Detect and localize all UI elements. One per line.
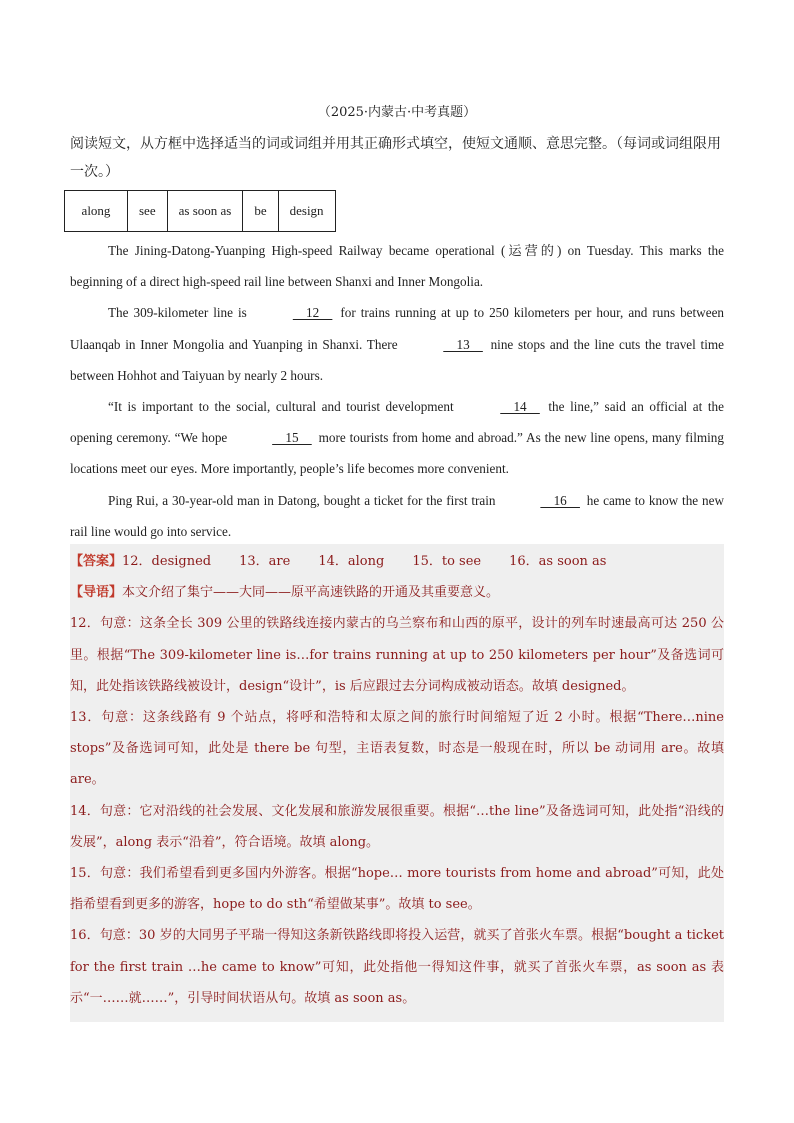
explanation-16: 16．句意：30 岁的大同男子平瑞一得知这条新铁路线即将投入运营，就买了首张火车票。根据“bought a ticket for the first train …he came to know”可知，此处指他一得知这件事，就买了首张火车票，as soon as 表示“一……就……”，引导时间状语从句。故填 as soon as。 xyxy=(70,928,724,1006)
blank-12: 12 xyxy=(292,305,333,321)
guide-line xyxy=(70,577,724,608)
explanation-15: 15．句意：我们希望看到更多国内外游客。根据“hope… more tourists from home and abroad”可知，此处指希望看到更多的游客，hope to do sth“希望做某事”。故填 to see。 xyxy=(70,866,724,913)
guide-label: 【导语】 xyxy=(70,585,123,601)
guide-text: 本文介绍了集宁——大同——原平高速铁路的开通及其重要意义。 xyxy=(122,585,500,601)
blank-14: 14 xyxy=(500,399,540,415)
passage-paragraph-3 xyxy=(70,391,724,485)
answer-item: 13．are xyxy=(239,554,291,569)
passage-text: “It is important to the social, cultural and tourist development xyxy=(108,399,460,415)
passage-text: nine stops and the line cuts the travel time between Hohhot and Taiyuan by nearly 2 hours. xyxy=(70,336,724,383)
explanation-12: 12．句意：这条全长 309 公里的铁路线连接内蒙古的乌兰察布和山西的原平，设计的列车时速最高可达 250 公里。根据“The 309-kilometer line is…for trains running at up to 250 kilometers per hour”及备选词可知，此处指该铁路线被设计，design“设计”，is 后应跟过去分词构成被动语态。故填 designed。 xyxy=(70,616,724,694)
passage-text: he came to know the new rail line would go into service. xyxy=(70,492,724,539)
passage-text: for trains running at up to 250 kilometers per hour, and runs between Ulaanqab in Inner Mongolia and Yuanping in Shanxi. There xyxy=(70,305,725,352)
word-box-item: along xyxy=(65,191,128,232)
passage-paragraph-2 xyxy=(70,297,724,391)
reading-passage xyxy=(70,235,724,547)
answer-item: 15．to see xyxy=(412,554,482,569)
passage-text: The 309-kilometer line is xyxy=(108,305,252,321)
blank-15: 15 xyxy=(272,430,312,446)
blank-13: 13 xyxy=(443,336,483,352)
answer-item: 14．along xyxy=(318,554,385,569)
passage-text: more tourists from home and abroad.” As the new line opens, many filming locations meet our eyes. More importantly, people’s life becomes more convenient. xyxy=(70,430,724,477)
explanation-14: 14．句意：它对沿线的社会发展、文化发展和旅游发展很重要。根据“…the line”及备选词可知，此处指“沿线的发展”，along 表示“沿着”，符合语境。故填 along。 xyxy=(70,803,724,850)
explanation-13: 13．句意：这条线路有 9 个站点，将呼和浩特和太原之间的旅行时间缩短了近 2 小时。根据“There…nine stops”及备选词可知，此处是 there be 句型，主语表复数，时态是一般现在时，所以 be 动词用 are。故填 are。 xyxy=(70,710,724,788)
blank-16: 16 xyxy=(540,492,580,508)
word-box-item: design xyxy=(278,191,335,232)
answer-item: 16．as soon as xyxy=(509,554,607,569)
answer-section xyxy=(70,544,724,1022)
passage-text: Ping Rui, a 30-year-old man in Datong, bought a ticket for the first train xyxy=(108,492,500,508)
answer-line xyxy=(70,546,724,577)
passage-text: the line,” said an official at the opening ceremony. “We hope xyxy=(70,399,724,446)
answer-label: 【答案】 xyxy=(70,554,123,569)
word-box-item: be xyxy=(243,191,278,232)
passage-paragraph-1: The Jining-Datong-Yuanping High-speed Railway became operational (运营的) on Tuesday. This marks the beginning of a direct high-speed rail line between Shanxi and Inner Mongolia. xyxy=(70,243,724,290)
answer-item: 12．designed xyxy=(122,554,212,569)
source-heading: （2025·内蒙古·中考真题） xyxy=(317,105,477,120)
instruction-text: 阅读短文，从方框中选择适当的词或词组并用其正确形式填空，使短文通顺、意思完整。（每词或词组限用一次。） xyxy=(70,136,721,180)
word-box-item: see xyxy=(128,191,168,232)
passage-paragraph-4 xyxy=(70,485,724,547)
word-box xyxy=(64,190,336,232)
word-box-item: as soon as xyxy=(167,191,243,232)
